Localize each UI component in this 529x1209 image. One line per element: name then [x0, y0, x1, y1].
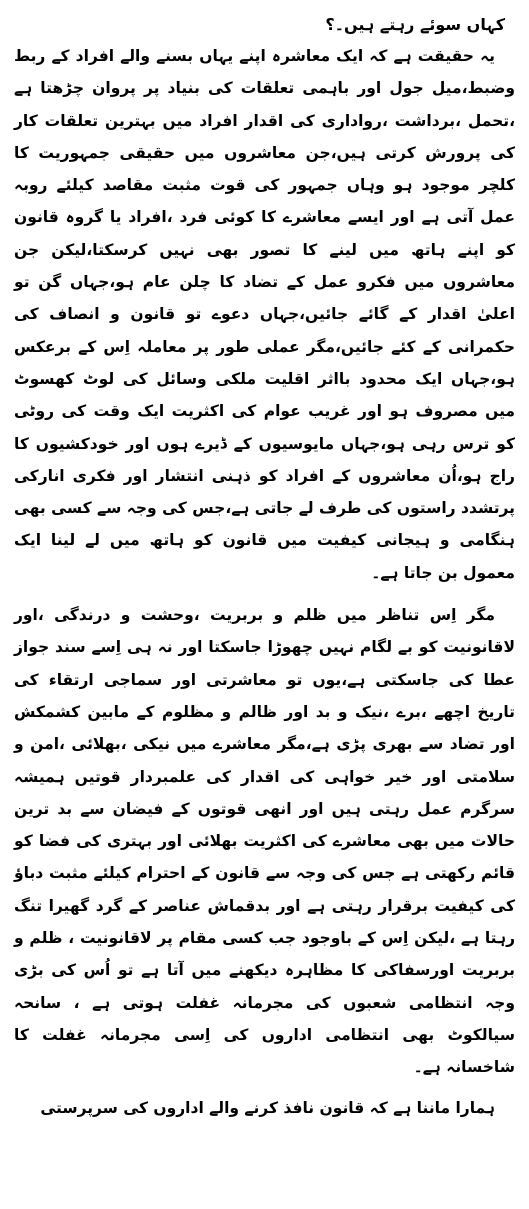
article-title: کہاں سوئے رہتے ہیں۔؟	[325, 15, 505, 34]
article-paragraph-1: یہ حقیقت ہے کہ ایک معاشرہ اپنے یہاں بسنے والے افراد کے ربط وضبط،میل جول اور باہمی تعلقات کی بنیاد پر پروان چڑھتا ہے ،تحمل ،برداشت ،رواداری کی اقدار افراد میں بہترین تعلقات کار کی پرورش کرتی ہیں،جن معاشروں میں حقیقی جمہوریت کا کلچر موجود ہو وہاں جمہور کی قوت مثبت مقاصد کیلئے روبہ عمل آتی ہے اور ایسے معاشرے کا کوئی فرد ،افراد یا گروہ قانون کو اپنے ہاتھ میں لینے کا تصور بھی نہیں کرسکتا،لیکن جن معاشروں میں فکرو عمل کے تضاد کا چلن عام ہو،جہاں گن تو اعلیٰ اقدار کے گائے جائیں،جہاں دعوے تو قانون و انصاف کی حکمرانی کے کئے جائیں،مگر عملی طور پر معاملہ اِس کے برعکس ہو،جہاں ایک محدود بااثر اقلیت ملکی وسائل کی لوٹ کھسوٹ میں مصروف ہو اور غریب عوام کی اکثریت ایک وقت کی روٹی کو ترس رہی ہو،جہاں مایوسیوں کے ڈیرے ہوں اور خودکشیوں کا راج ہو،اُن معاشروں کے افراد کو ذہنی انتشار اور فکری انارکی پرتشدد راستوں کی طرف لے جاتی ہے،جس کی وجہ سے کسی بھی ہنگامی و ہیجانی کیفیت میں قانون کو ہاتھ میں لے لینا ایک معمول بن جاتا ہے۔	[14, 47, 515, 582]
article-paragraph-3: ہمارا ماننا ہے کہ قانون نافذ کرنے والے اداروں کی سرپرستی	[40, 1098, 495, 1117]
article-paragraph-2: مگر اِس تناظر میں ظلم و بربریت ،وحشت و درندگی ،اور لاقانونیت کو بے لگام نہیں چھوڑا جاسکتا اور نہ ہی اِسے سند جواز عطا کی جاسکتی ہے،یوں تو معاشرتی اور سماجی ارتقاء کی تاریخ اچھے ،برے ،نیک و بد اور ظالم و مظلوم کے مابین کشمکش اور تضاد سے بھری پڑی ہے،مگر معاشرے میں نیکی ،بھلائی ،امن و سلامتی اور خیر خواہی کی اقدار کی علمبردار قوتیں ہمیشہ سرگرم عمل رہتی ہیں اور انھی قوتوں کے فیضان سے بد ترین حالات میں بھی معاشرے کی اکثریت بھلائی اور بہتری کی فضا کو قائم رکھتی ہے جس کی وجہ سے قانون کے احترام کیلئے مثبت دباؤ کی کیفیت برقرار رہتی ہے اور بدقماش عناصر کے گرد گھیرا تنگ رہتا ہے ،لیکن اِس کے باوجود جب کسی مقام پر لاقانونیت ، ظلم و بربریت اورسفاکی کا مظاہرہ دیکھنے میں آتا ہے تو اُس کی بڑی وجہ انتظامی شعبوں کی مجرمانہ غفلت ہوتی ہے ، سانحہ سیالکوٹ بھی انتظامی اداروں کی اِسی مجرمانہ غفلت کا شاخسانہ ہے۔	[14, 606, 515, 1077]
